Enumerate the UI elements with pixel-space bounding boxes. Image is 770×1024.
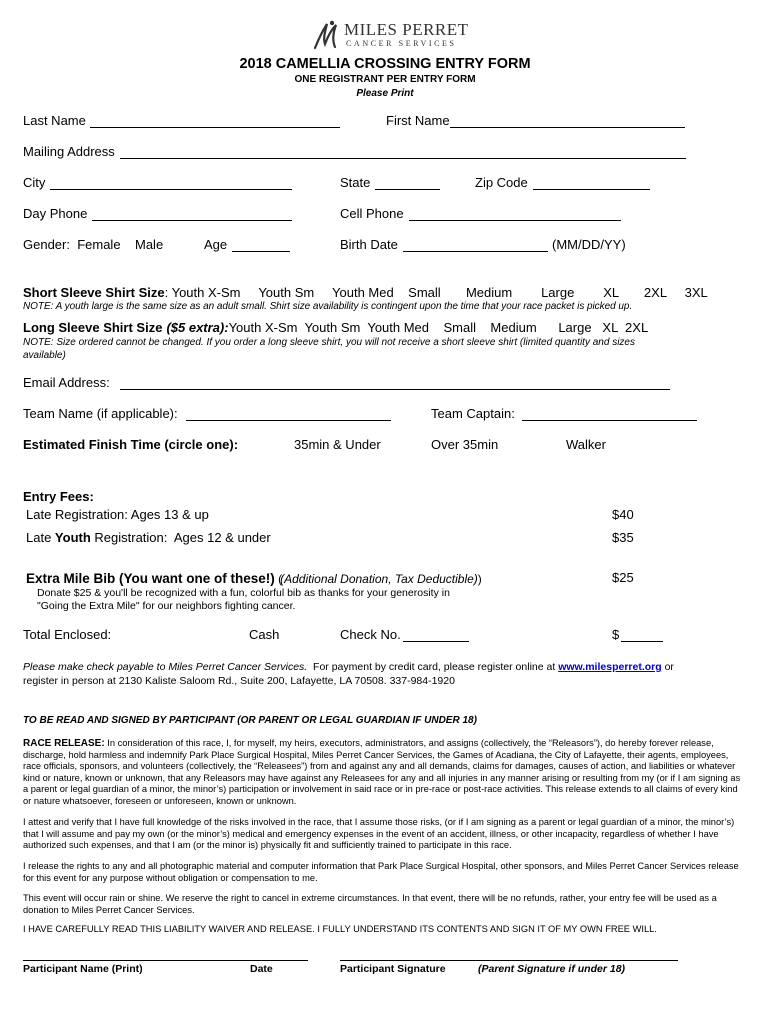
attest-paragraph: I attest and verify that I have full knowledge of the risks involved in the race, that I assume those risks, (or if I am signing as a parent or legal guardian of a minor, the minor’s) that I will assume and pay my own (or the minor’s) medical and emergency expenses in the event of an accident, illness, or other incapacity, regardless of whether I have authorized such expenses, and that I am (or the minor is) physically fit and sufficiently trained to participate in this race. [23, 817, 735, 851]
logo-subtitle: CANCER SERVICES [346, 39, 457, 48]
finish-option-over-35[interactable]: Over 35min [431, 437, 499, 452]
email-field[interactable] [120, 389, 670, 390]
first-name-field[interactable] [450, 127, 685, 128]
form-title: 2018 CAMELLIA CROSSING ENTRY FORM [239, 56, 531, 72]
birth-date-label: Birth Date [340, 237, 398, 252]
participant-signature-field[interactable] [340, 960, 678, 961]
zip-code-label: Zip Code [475, 175, 528, 190]
age-label: Age [204, 237, 228, 252]
date-label: Date [250, 963, 273, 975]
team-name-label: Team Name (if applicable): [23, 406, 178, 421]
extra-mile-bib-desc-cont: "Going the Extra Mile" for our neighbors fighting cancer. [37, 600, 296, 612]
race-release-paragraph: RACE RELEASE: In consideration of this race, I, for myself, my heirs, executors, administrators, and assigns (collectively, the “Releasors”), do hereby forever release, discharge, hold harmless and indemnify Park Place Surgical Hospital, Miles Perret Cancer Services, the Games of Acadiana, the City of Lafayette, their agents, employees, race officials, sponsors, and volunteers (collectively, the “Releasees”) from and against any and all demands, claims for damages, causes of action, and liabilities or whatever kind or nature, known or unknown, that any Releasors may have against any Releasees for any and all injuries in any manner arising or resulting from my (or if I am signing as a parent or legal guardian of a minor, the minor’s) participation or involvement in said race or in pre-race or post-race activities. This release extends to all claims of every kind or nature whatsoever, foreseen or unforeseen, known or unknown. [23, 738, 741, 806]
birth-date-format: (MM/DD/YY) [552, 237, 626, 252]
team-captain-label: Team Captain: [431, 406, 515, 421]
short-sleeve-label: Short Sleeve Shirt Size [23, 285, 165, 300]
state-label: State [340, 175, 371, 190]
participant-signature-label: Participant Signature [340, 963, 446, 975]
late-registration-price: $40 [612, 507, 634, 522]
youth-registration-label: Late Youth Registration: Ages 12 & under [26, 530, 271, 545]
day-phone-label: Day Phone [23, 206, 88, 221]
cash-option[interactable]: Cash [249, 627, 280, 642]
total-enclosed-label: Total Enclosed: [23, 627, 112, 642]
first-name-label: First Name [386, 113, 450, 128]
total-dollar-label: $ [612, 627, 620, 642]
logo-name: MILES PERRET [344, 20, 469, 39]
zip-code-field[interactable] [533, 189, 650, 190]
email-label: Email Address: [23, 375, 110, 390]
city-field[interactable] [50, 189, 292, 190]
team-captain-field[interactable] [522, 420, 697, 421]
long-sleeve-note: NOTE: Size ordered cannot be changed. If you order a long sleeve shirt, you will not receive a short sleeve shirt (limited quantity and sizes [23, 337, 635, 348]
waiver-heading: TO BE READ AND SIGNED BY PARTICIPANT (OR PARENT OR LEGAL GUARDIAN IF UNDER 18) [23, 715, 477, 726]
long-sleeve-row[interactable] [23, 320, 648, 335]
age-field[interactable] [232, 251, 290, 252]
long-sleeve-sizes: Youth X-Sm Youth Sm Youth Med Small Medium Large XL 2XL [228, 320, 649, 335]
extra-mile-bib-row[interactable]: Extra Mile Bib (You want one of these!) ((Additional Donation, Tax Deductible)) [26, 571, 482, 586]
youth-registration-price: $35 [612, 530, 634, 545]
please-print: Please Print [356, 88, 414, 99]
long-sleeve-label: Long Sleeve Shirt Size [23, 320, 163, 335]
cell-phone-label: Cell Phone [340, 206, 404, 221]
long-sleeve-note-cont: available) [23, 350, 66, 361]
short-sleeve-sizes: : Youth X-Sm Youth Sm Youth Med Small Medium Large XL 2XL 3XL [164, 285, 708, 300]
city-label: City [23, 175, 46, 190]
last-name-label: Last Name [23, 113, 86, 128]
weather-paragraph: This event will occur rain or shine. We reserve the right to cancel in extreme circumstances. In that event, there will be no refunds, rather, your entry fee will be used as a donation to Miles Perret Cancer Services. [23, 893, 717, 915]
last-name-field[interactable] [90, 127, 340, 128]
cell-phone-field[interactable] [409, 220, 621, 221]
form-subtitle: ONE REGISTRANT PER ENTRY FORM [294, 74, 476, 85]
extra-mile-bib-label: Extra Mile Bib (You want one of these!) [26, 571, 275, 586]
payment-instructions-cont: register in person at 2130 Kaliste Saloom Rd., Suite 200, Lafayette, LA 70508. 337-984-1920 [23, 675, 455, 687]
extra-mile-bib-price: $25 [612, 570, 634, 585]
long-sleeve-extra: ($5 extra): [166, 320, 229, 335]
check-number-label: Check No. [340, 627, 401, 642]
parent-signature-label: (Parent Signature if under 18) [478, 963, 626, 975]
short-sleeve-note: NOTE: A youth large is the same size as an adult small. Shirt size availability is contingent upon the time that your race packet is picked up. [23, 301, 633, 312]
day-phone-field[interactable] [92, 220, 292, 221]
check-number-field[interactable] [403, 641, 469, 642]
finish-option-35-under[interactable]: 35min & Under [294, 437, 381, 452]
extra-mile-bib-note: (Additional Donation, Tax Deductible) [280, 572, 478, 586]
short-sleeve-row[interactable] [23, 285, 708, 300]
website-link[interactable]: www.milesperret.org [558, 661, 662, 673]
participant-name-field[interactable] [23, 960, 308, 961]
birth-date-field[interactable] [403, 251, 548, 252]
mailing-address-field[interactable] [120, 158, 686, 159]
entry-fees-heading: Entry Fees: [23, 489, 94, 504]
gender-label[interactable]: Gender: Female Male [23, 237, 164, 252]
extra-mile-bib-desc: Donate $25 & you'll be recognized with a fun, colorful bib as thanks for your generosity in [37, 587, 450, 599]
late-registration-label: Late Registration: Ages 13 & up [26, 507, 209, 522]
mailing-address-label: Mailing Address [23, 144, 115, 159]
payment-instructions: Please make check payable to Miles Perret Cancer Services. For payment by credit card, please register online at www.milesperret.org or [23, 661, 674, 673]
logo-icon [309, 20, 341, 50]
team-name-field[interactable] [186, 420, 391, 421]
participant-name-label: Participant Name (Print) [23, 963, 143, 975]
state-field[interactable] [375, 189, 440, 190]
acknowledgement-paragraph: I HAVE CAREFULLY READ THIS LIABILITY WAIVER AND RELEASE. I FULLY UNDERSTAND ITS CONTENTS AND SIGN IT OF MY OWN FREE WILL. [23, 924, 657, 934]
finish-time-label: Estimated Finish Time (circle one): [23, 437, 239, 452]
finish-option-walker[interactable]: Walker [566, 437, 606, 452]
photo-rights-paragraph: I release the rights to any and all photographic material and computer information that Park Place Surgical Hospital, other sponsors, and Miles Perret Cancer Services release for this event for any purpose without obligation or compensation to me. [23, 861, 739, 883]
total-amount-field[interactable] [621, 641, 663, 642]
